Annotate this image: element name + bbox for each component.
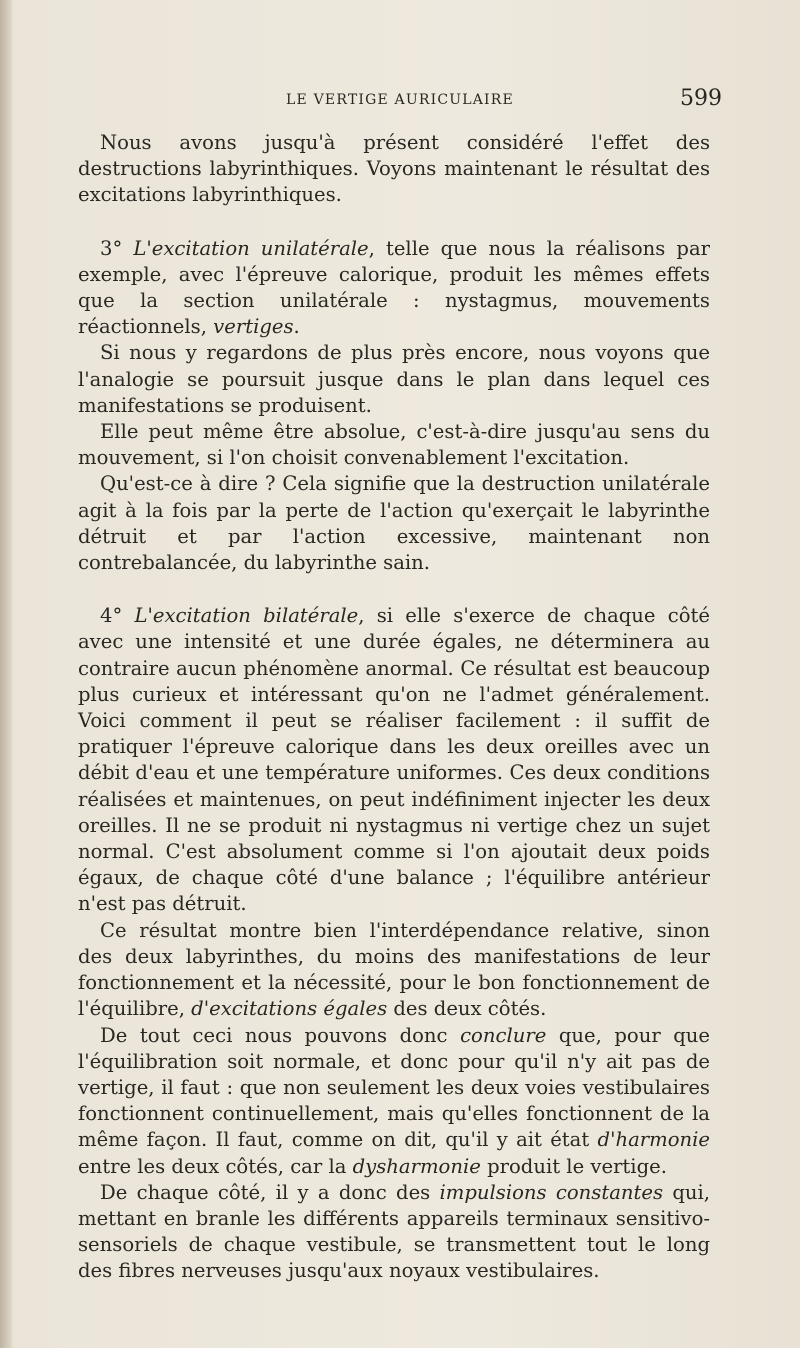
italic-phrase: d'harmonie	[597, 1128, 710, 1152]
italic-phrase: L'excitation bilatérale	[134, 604, 359, 628]
page-header	[60, 86, 740, 114]
paragraph: Si nous y regardons de plus près encore, nous voyons que l'analogie se poursuit jusque dans le plan dans lequel ces manifestations se produisent.	[78, 341, 710, 417]
italic-phrase: d'excitations égales	[191, 997, 388, 1021]
paragraph: 4° L'excitation bilatérale, si elle s'exerce de chaque côté avec une intensité et une durée égales, ne déterminera au contraire aucun phénomène anormal. Ce résultat est beaucoup plus curieux et intéressant qu'on ne l'admet généralement. Voici comment il peut se réaliser facilement : il suffit de pratiquer l'épreuve calorique dans les deux oreilles avec un débit d'eau et une température uniformes. Ces deux conditions réalisées et maintenues, on peut indéfiniment injecter les deux oreilles. Il ne se produit ni nystagmus ni vertige chez un sujet normal. C'est absolument comme si l'on ajoutait deux poids égaux, de chaque côté d'une balance ; l'équilibre antérieur n'est pas détruit.	[78, 604, 710, 916]
paragraph: Ce résultat montre bien l'interdépendance relative, sinon des deux labyrinthes, du moins des manifestations de leur fonctionnement et la nécessité, pour le bon fonctionnement de l'équilibre, d'excitations égales des deux côtés.	[78, 918, 710, 1021]
italic-phrase: L'excitation unilatérale	[133, 236, 369, 260]
italic-phrase: impulsions constantes	[439, 1180, 664, 1204]
page-binding-edge	[0, 0, 12, 1348]
paragraph: De chaque côté, il y a donc des impulsions constantes qui, mettant en branle les différents appareils terminaux sensitivo-sensoriels de chaque vestibule, se transmettent tout le long des fibres nerveuses jusqu'aux noyaux vestibulaires.	[78, 1180, 710, 1283]
paragraph: De tout ceci nous pouvons donc conclure que, pour que l'équilibration soit normale, et donc pour qu'il n'y ait pas de vertige, il faut : que non seulement les deux voies vestibulaires fonctionnent continuellement, mais qu'elles fonctionnent de la même façon. Il faut, comme on dit, qu'il y ait état d'harmonie entre les deux côtés, car la dysharmonie produit le vertige.	[78, 1023, 710, 1178]
paragraph: Qu'est-ce à dire ? Cela signifie que la destruction unilatérale agit à la fois par la perte de l'action qu'exerçait le labyrinthe détruit et par l'action excessive, maintenant non contrebalancée, du labyrinthe sain.	[78, 472, 710, 575]
running-title: LE VERTIGE AURICULAIRE	[286, 92, 514, 108]
italic-phrase: dysharmonie	[352, 1154, 481, 1178]
paragraph: Elle peut même être absolue, c'est-à-dire jusqu'au sens du mouvement, si l'on choisit convenablement l'excitation.	[78, 420, 710, 470]
body-text	[78, 130, 710, 1285]
paragraph: Nous avons jusqu'à présent considéré l'effet des destructions labyrinthiques. Voyons maintenant le résultat des excitations labyrinthiques.	[78, 131, 710, 207]
italic-phrase: vertiges	[213, 315, 294, 339]
page-number: 599	[680, 86, 722, 111]
paragraph: 3° L'excitation unilatérale, telle que nous la réalisons par exemple, avec l'épreuve calorique, produit les mêmes effets que la section unilatérale : nystagmus, mouvements réactionnels, vertiges.	[78, 236, 710, 339]
italic-phrase: conclure	[460, 1023, 547, 1047]
